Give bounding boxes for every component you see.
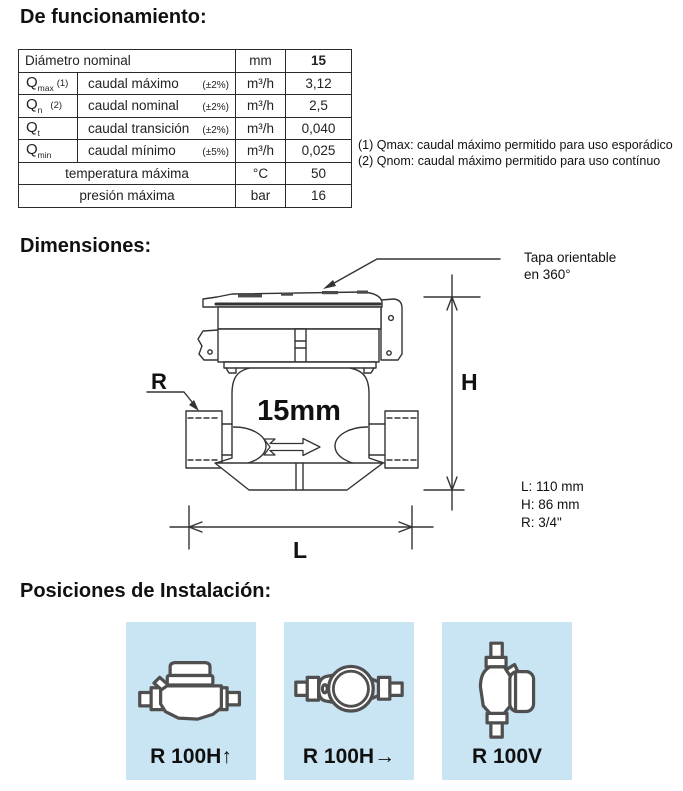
- unit-cell: m³/h: [236, 117, 286, 140]
- spec-h: H: 86 mm: [521, 497, 580, 512]
- tapa-leader-line: [323, 259, 500, 289]
- installation-positions: [126, 622, 572, 780]
- body-group: [186, 368, 418, 490]
- label-r: R: [151, 369, 167, 394]
- section-heading-dimensiones: Dimensiones:: [20, 235, 152, 257]
- desc-cell: caudal nominal (±2%): [78, 95, 236, 118]
- position-box-h-up: [126, 622, 256, 780]
- label-l: L: [292, 537, 308, 563]
- table-row-qn: [19, 95, 352, 118]
- register-group: [198, 291, 402, 374]
- value-cell: 50: [286, 162, 352, 185]
- r-leader-line: [147, 392, 199, 411]
- unit-cell: bar: [236, 185, 286, 208]
- footnotes: [358, 137, 673, 169]
- q-symbol-cell: $Q_{min}$: [19, 140, 78, 163]
- position-label: R 100H→: [302, 745, 396, 768]
- meter-horizontal-side-icon: [126, 628, 256, 740]
- tapa-callout-line2: en 360°: [524, 267, 571, 282]
- footnote-1: (1) Qmax: caudal máximo permitido para uso esporádico: [358, 138, 673, 152]
- tapa-callout: [524, 249, 616, 283]
- table-row-qt: [19, 117, 352, 140]
- q-symbol-cell: $Q_{max}$ (1): [19, 72, 78, 95]
- label-bore-size: 15mm: [257, 395, 341, 427]
- position-label: R 100V: [471, 745, 543, 768]
- spec-r: R: 3/4": [521, 515, 562, 530]
- value-cell: 2,5: [286, 95, 352, 118]
- table-row-header: [19, 50, 352, 73]
- label-h: H: [461, 369, 478, 395]
- section-heading-funcionamiento: De funcionamiento:: [20, 6, 207, 28]
- unit-cell: m³/h: [236, 95, 286, 118]
- position-label: R 100H↑: [150, 745, 232, 768]
- table-row-qmin: [19, 140, 352, 163]
- flow-direction-arrow: [264, 439, 320, 456]
- value-cell: 0,040: [286, 117, 352, 140]
- footer-label-cell: presión máxima: [19, 185, 236, 208]
- table-row-qmax: [19, 72, 352, 95]
- value-cell: 0,025: [286, 140, 352, 163]
- desc-cell: caudal mínimo (±5%): [78, 140, 236, 163]
- dimension-specs: [521, 478, 584, 532]
- q-symbol-cell: $Q_t$: [19, 117, 78, 140]
- position-box-h-front: [284, 622, 414, 780]
- footer-label-cell: temperatura máxima: [19, 162, 236, 185]
- header-unit-cell: mm: [236, 50, 286, 73]
- tapa-callout-line1: Tapa orientable: [524, 250, 617, 265]
- value-cell: 3,12: [286, 72, 352, 95]
- meter-technical-drawing: [130, 245, 510, 570]
- table-row-presion: [19, 185, 352, 208]
- table-row-temperatura: [19, 162, 352, 185]
- header-label-cell: Diámetro nominal: [19, 50, 236, 73]
- desc-cell: caudal máximo (±2%): [78, 72, 236, 95]
- section-heading-posiciones: Posiciones de Instalación:: [20, 580, 272, 602]
- header-value-cell: 15: [286, 50, 352, 73]
- value-cell: 16: [286, 185, 352, 208]
- spec-table: [18, 49, 352, 208]
- desc-cell: caudal transición (±2%): [78, 117, 236, 140]
- unit-cell: m³/h: [236, 140, 286, 163]
- unit-cell: °C: [236, 162, 286, 185]
- q-symbol-cell: $Q_n$ (2): [19, 95, 78, 118]
- position-box-vertical: [442, 622, 572, 780]
- spec-l: L: 110 mm: [521, 479, 584, 494]
- meter-vertical-icon: [442, 628, 572, 740]
- meter-horizontal-top-icon: [284, 628, 414, 740]
- footnote-2: (2) Qnom: caudal máximo permitido para uso contínuo: [358, 154, 661, 168]
- unit-cell: m³/h: [236, 72, 286, 95]
